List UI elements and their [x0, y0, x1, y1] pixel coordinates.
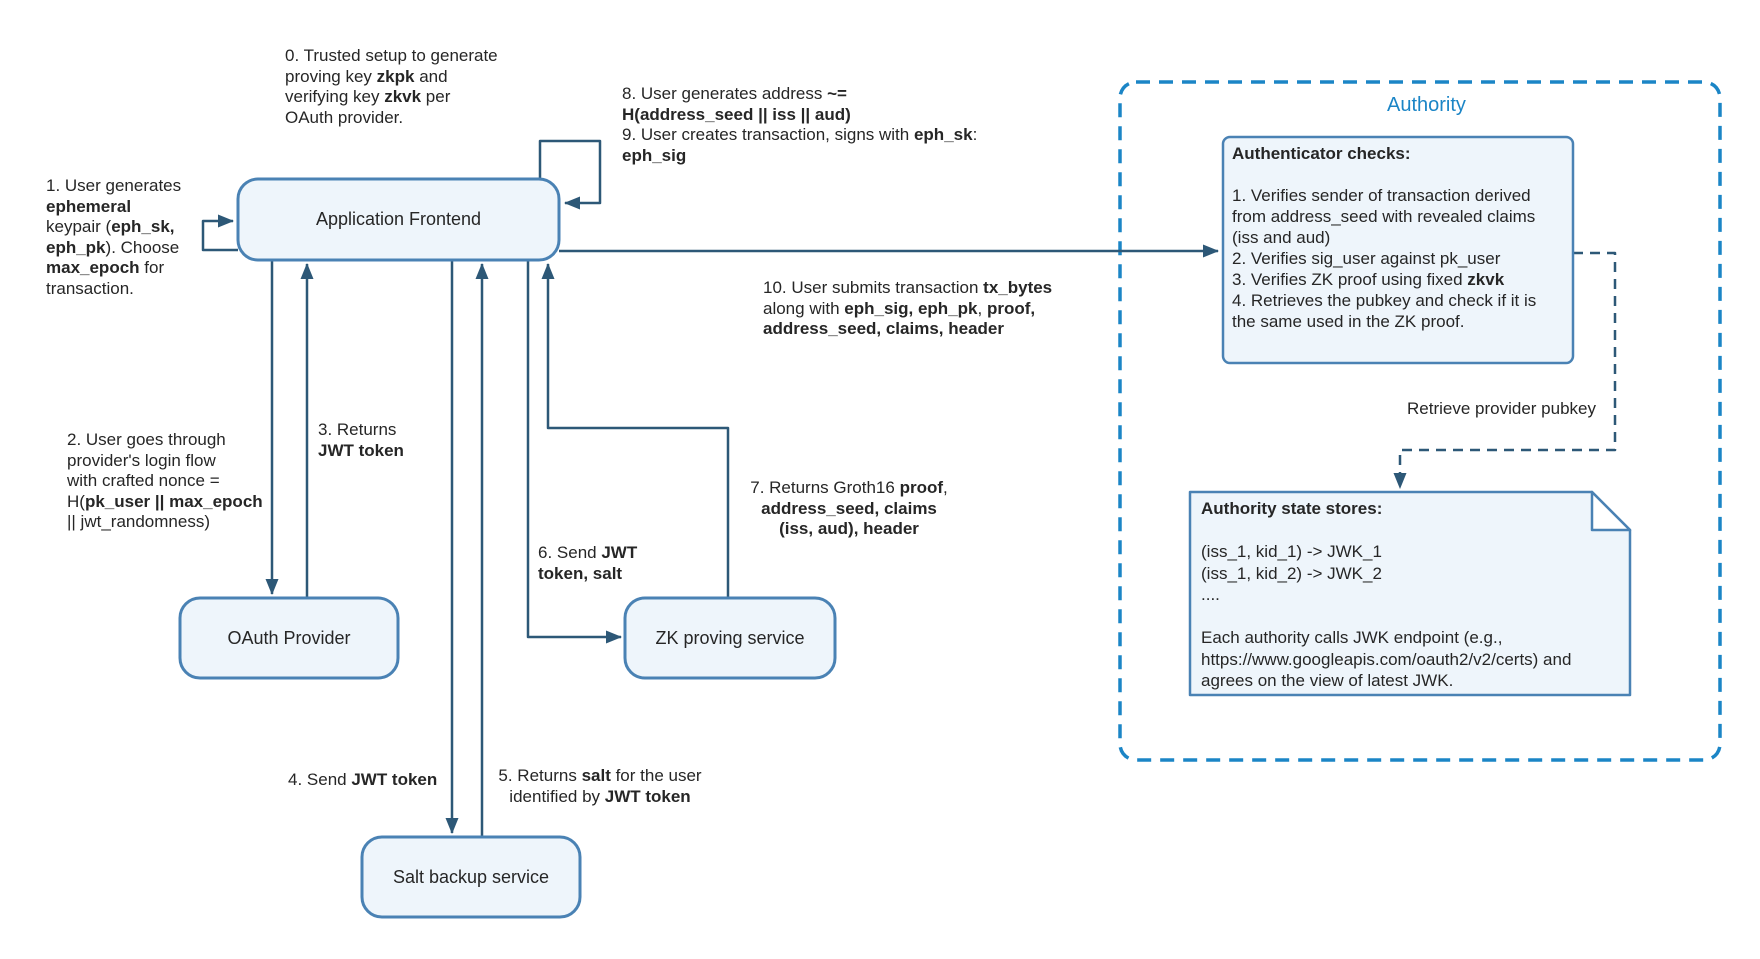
text-line: 3. Verifies ZK proof using fixed zkvk [1232, 270, 1505, 289]
text-line: along with eph_sig, eph_pk, proof, [763, 298, 1036, 318]
text-line: ephemeral [46, 196, 132, 216]
annotation-step-8-9 [622, 84, 977, 166]
text-line: with crafted nonce = [67, 471, 220, 490]
text-line: (iss and aud) [1232, 228, 1331, 247]
text-line: JWT token [318, 440, 404, 460]
text-line: keypair (eph_sk, [46, 217, 175, 236]
text-line: Authenticator checks: [1232, 144, 1411, 163]
text-line: from address_seed with revealed claims [1232, 207, 1536, 226]
annotation-step-5 [492, 766, 708, 807]
text-line: 4. Send JWT token [288, 770, 438, 789]
text-line: max_epoch for [46, 258, 165, 277]
text-line: 0. Trusted setup to generate [285, 46, 498, 65]
text-line: Authority state stores: [1201, 499, 1383, 518]
text-line: the same used in the ZK proof. [1232, 312, 1465, 331]
text-line: OAuth provider. [285, 107, 404, 127]
annotation-retrieve-pubkey: Retrieve provider pubkey [1407, 399, 1596, 418]
authenticator-checks-text [1232, 143, 1566, 332]
label-zk-proving-service: ZK proving service [655, 627, 805, 648]
text-line: eph_sig [622, 145, 687, 165]
text-line: 1. User generates [46, 176, 182, 195]
text-line: address_seed, claims [761, 498, 937, 518]
text-line: transaction. [46, 278, 134, 298]
text-line: 4. Retrieves the pubkey and check if it is [1232, 291, 1537, 310]
text-line: identified by JWT token [509, 786, 691, 806]
text-line: Each authority calls JWK endpoint (e.g., [1201, 628, 1503, 647]
text-line: provider's login flow [67, 450, 216, 470]
text-line: 8. User generates address ~= [622, 84, 847, 103]
text-line: (iss, aud), header [779, 519, 919, 538]
text-line: 5. Returns salt for the user [498, 766, 702, 785]
text-line: 1. Verifies sender of transaction derived [1232, 186, 1531, 205]
text-line: .... [1201, 585, 1220, 604]
text-line: || jwt_randomness) [67, 512, 210, 531]
text-line [1201, 520, 1621, 542]
text-line: H(pk_user || max_epoch [67, 491, 263, 511]
label-oauth-provider: OAuth Provider [227, 627, 351, 648]
text-line: agrees on the view of latest JWK. [1201, 671, 1454, 690]
text-line: 3. Returns [318, 420, 397, 439]
annotation-step-10 [763, 278, 1052, 340]
text-line: eph_pk). Choose [46, 237, 180, 257]
annotation-step-6 [538, 543, 637, 584]
annotation-step-4 [288, 770, 437, 791]
text-line: 2. User goes through [67, 430, 226, 449]
text-line: H(address_seed || iss || aud) [622, 104, 851, 124]
annotation-step-2 [67, 430, 263, 533]
text-line: address_seed, claims, header [763, 319, 1004, 338]
text-line: proving key zkpk and [285, 66, 448, 86]
label-application-frontend: Application Frontend [315, 209, 482, 229]
text-line [1232, 164, 1566, 185]
annotation-step-1 [46, 176, 181, 299]
annotation-step-0 [285, 46, 498, 128]
text-line: 2. Verifies sig_user against pk_user [1232, 249, 1501, 268]
text-line: verifying key zkvk per [285, 87, 451, 106]
authority-state-store-text [1201, 498, 1621, 692]
arrow-ephemeral-keypair-selfloop [203, 221, 238, 250]
text-line: token, salt [538, 563, 623, 583]
text-line: 7. Returns Groth16 proof, [750, 478, 948, 497]
text-line: 6. Send JWT [538, 543, 638, 562]
text-line: 10. User submits transaction tx_bytes [763, 278, 1053, 297]
text-line: 9. User creates transaction, signs with eph_sk: [622, 125, 978, 144]
text-line: https://www.googleapis.com/oauth2/v2/certs) and [1201, 649, 1572, 669]
annotation-step-3 [318, 420, 404, 461]
label-salt-backup-service: Salt backup service [392, 866, 550, 887]
text-line [1201, 606, 1621, 628]
text-line: (iss_1, kid_1) -> JWK_1 [1201, 542, 1382, 561]
authority-group-label: Authority [1387, 94, 1466, 116]
annotation-step-7 [740, 478, 958, 540]
text-line: (iss_1, kid_2) -> JWK_2 [1201, 563, 1382, 583]
